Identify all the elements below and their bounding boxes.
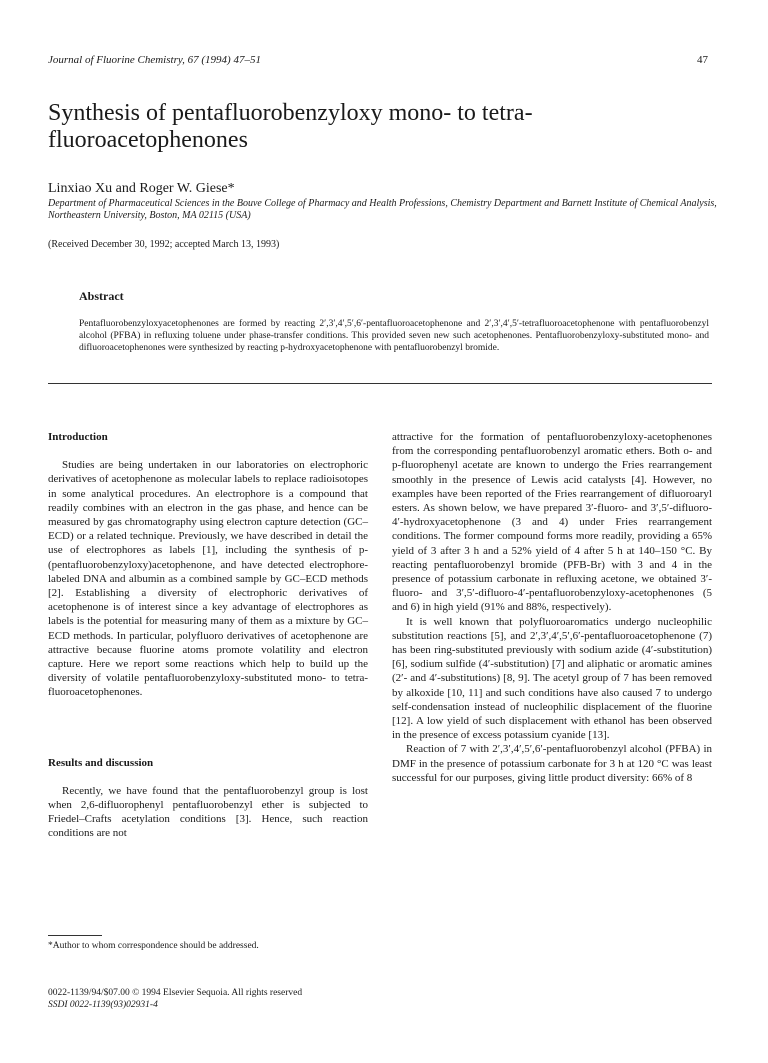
page-number: 47 [697, 54, 708, 66]
issn-line: 0022-1139/94/$07.00 © 1994 Elsevier Sequoia. All rights reserved [48, 988, 303, 998]
ssdi-line: SSDI 0022-1139(93)02931-4 [48, 1000, 158, 1010]
footnote-divider [48, 935, 102, 936]
results-heading: Results and discussion [48, 756, 154, 769]
body-paragraph: It is well known that polyfluoroaromatics undergo nucleophilic substitution reactions [5], and 2′,3′,4′,5′,6′-pentafluoroacetophenone (7) has been ring-substituted previously with sodium azide (4′-substitution) [6], sodium sulfide (4′-substitution) [7] and aliphatic or aromatic amines (2′- and 4′-substitutions) [8, 9]. The acetyl group of 7 has been removed by alkoxide [10, 11] and such conditions have also caused 7 to undergo self-condensation instead of nucleophilic displacement of the fluorine [12]. A low yield of such displacement with ethanol has been observed in the presence of excess potassium cyanide [13]. [392, 615, 712, 742]
affiliation: Department of Pharmaceutical Sciences in the Bouve College of Pharmacy and Health Professions, Chemistry Department and Barnett Institute of Chemical Analysis, Northeastern University, Boston, MA 02115 (USA) [48, 198, 717, 221]
right-column [392, 430, 712, 785]
publisher-info [48, 987, 388, 1011]
introduction-heading: Introduction [48, 431, 108, 443]
introduction-paragraph: Studies are being undertaken in our laboratories on electrophoric derivatives of acetophenone as molecular labels to replace radioisotopes in some analytical procedures. An electrophore is a compound that readily combines with an electron in the gas phase, and hence can be measured by gas chromatography using electron capture detection (GC–ECD) or a related technique. Previously, we have described in detail the use of electrophores as labels [1], including the synthesis of p-(pentafluorobenzyloxy)acetophenone, and have detected electrophore-labeled DNA and albumin as a combined sample by GC–ECD methods [2]. Establishing a diversity of electrophoric derivatives of acetophenone is of interest since a key advantage of electrophores as labels is the potential for measuring many of them as a mixture by GC–ECD methods. In particular, polyfluoro derivatives of acetophenone are attractive because fluorine atoms promote volatility and electron capture. Here we report some reactions which help to build up the diversity of volatile pentafluorobenzyloxy-substituted mono- to tetra-fluoroacetophenones. [48, 459, 368, 699]
section-divider [48, 383, 712, 384]
article-title: Synthesis of pentafluorobenzyloxy mono- to tetra-fluoroacetophenones [48, 100, 533, 153]
journal-citation: Journal of Fluorine Chemistry, 67 (1994) 47–51 [48, 54, 261, 66]
body-paragraph: attractive for the formation of pentafluorobenzyloxy-acetophenones from the corresponding pentafluorobenzyl aromatic ethers. Both o- and p-fluorophenyl acetate are known to undergo the Fries rearrangement smoothly in the presence of Lewis acid catalysts [4]. However, no examples have been reported of the Fries rearrangement of difluoroaryl esters. As shown below, we have prepared 3′-fluoro- and 3′,5′-difluoro-4′-hydroxyacetophenone (3 and 4) under Fries rearrangement conditions. The former compound forms more readily, providing a 65% yield of 3 after 3 h and a 52% yield of 4 after 5 h at 140–150 °C. By reacting pentafluorobenzyl bromide (PFB-Br) with 3 and 4 in the presence of potassium carbonate in refluxing acetone, we obtained 3′-fluoro- and 3′,5′-difluoro-4′-pentafluorobenzyloxy-acetophenones (5 and 6) in high yield (91% and 88%, respectively). [392, 431, 712, 614]
authors: Linxiao Xu and Roger W. Giese* [48, 181, 235, 196]
received-dates: (Received December 30, 1992; accepted March 13, 1993) [48, 239, 280, 250]
left-column [48, 430, 368, 841]
body-paragraph: Reaction of 7 with 2′,3′,4′,5′,6′-pentafluorobenzyl alcohol (PFBA) in DMF in the presence of potassium carbonate for 3 h at 120 °C was least successful for our purposes, giving little product diversity: 66% of 8 [392, 743, 712, 784]
results-paragraph: Recently, we have found that the pentafluorobenzyl group is lost when 2,6-difluorophenyl pentafluorobenzyl ether is subjected to Friedel–Crafts acetylation conditions [3]. Hence, such reaction conditions are not [48, 784, 368, 840]
footnote: *Author to whom correspondence should be addressed. [48, 941, 259, 951]
abstract-heading: Abstract [79, 289, 124, 303]
abstract-text: Pentafluorobenzyloxyacetophenones are formed by reacting 2′,3′,4′,5′,6′-pentafluoroacetophenone and 2′,3′,4′,5′-tetrafluoroacetophenone with pentafluorobenzyl alcohol (PFBA) in refluxing toluene under phase-transfer conditions. This provided seven new such acetophenones. Pentafluorobenzyloxy-substituted mono- and difluoroacetophenones were synthesized by reacting p-hydroxyacetophenone with pentafluorobenzyl bromide. [79, 319, 709, 353]
